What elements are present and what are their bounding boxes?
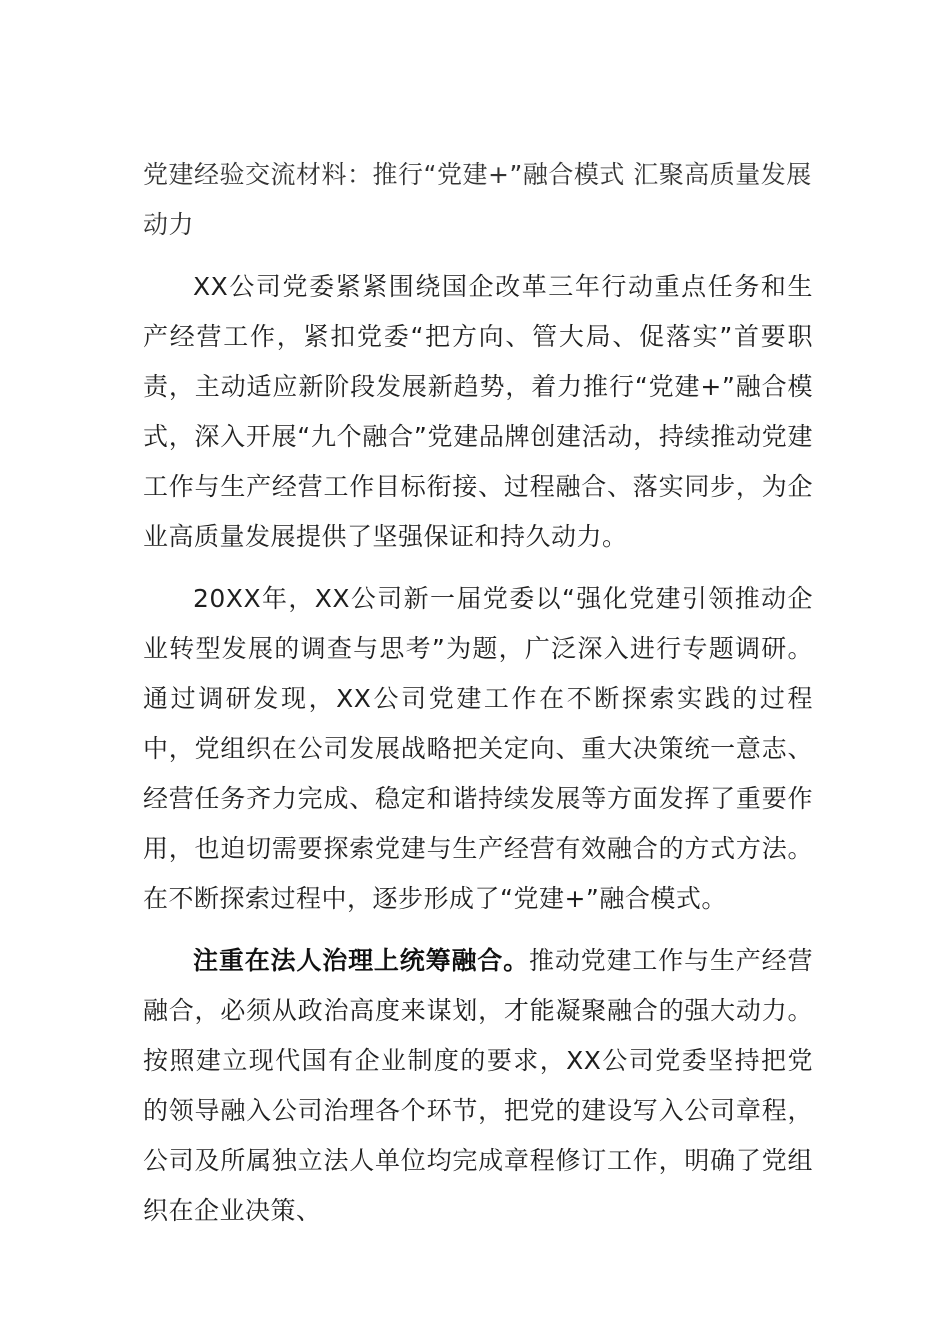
paragraph-1	[143, 262, 813, 562]
paragraph-2-text: 20XX年，XX公司新一届党委以“强化党建引领推动企业转型发展的调查与思考”为题，广泛深入进行专题调研。通过调研发现，XX公司党建工作在不断探索实践的过程中，党组织在公司发展战略把关定向、重大决策统一意志、经营任务齐力完成、稳定和谐持续发展等方面发挥了重要作用，也迫切需要探索党建与生产经营有效融合的方式方法。在不断探索过程中，逐步形成了“党建+”融合模式。	[143, 584, 813, 913]
paragraph-1-text: XX公司党委紧紧围绕国企改革三年行动重点任务和生产经营工作，紧扣党委“把方向、管大局、促落实”首要职责，主动适应新阶段发展新趋势，着力推行“党建+”融合模式，深入开展“九个融合”党建品牌创建活动，持续推动党建工作与生产经营工作目标衔接、过程融合、落实同步，为企业高质量发展提供了坚强保证和持久动力。	[143, 272, 813, 551]
document-body	[143, 150, 813, 1248]
paragraph-3-lead: 注重在法人治理上统筹融合。	[193, 946, 530, 975]
paragraph-3-text: 推动党建工作与生产经营融合，必须从政治高度来谋划，才能凝聚融合的强大动力。按照建立现代国有企业制度的要求，XX公司党委坚持把党的领导融入公司治理各个环节，把党的建设写入公司章程，公司及所属独立法人单位均完成章程修订工作，明确了党组织在企业决策、	[143, 946, 813, 1225]
paragraph-2	[143, 574, 813, 924]
document-title: 党建经验交流材料：推行“党建+”融合模式 汇聚高质量发展动力	[143, 160, 812, 239]
paragraph-3	[143, 936, 813, 1236]
